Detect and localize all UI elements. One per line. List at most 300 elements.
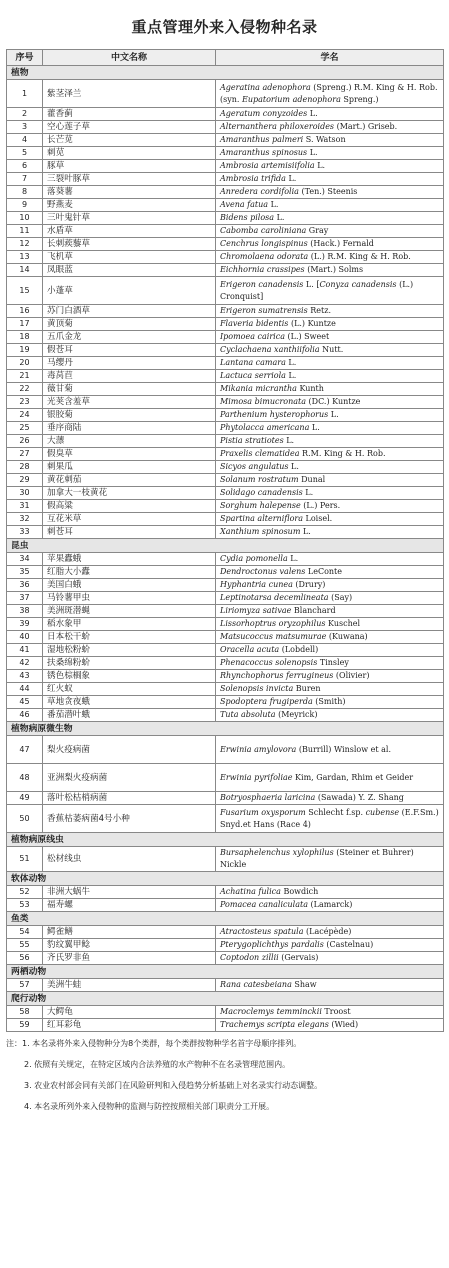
row-number: 22 (7, 383, 43, 396)
chinese-name: 加拿大一枝黄花 (43, 487, 216, 500)
row-number: 57 (7, 979, 43, 992)
row-number: 15 (7, 277, 43, 305)
table-row (7, 764, 444, 792)
scientific-name: Pomacea canaliculata (Lamarck) (216, 899, 444, 912)
row-number: 8 (7, 186, 43, 199)
scientific-name: Alternanthera philoxeroides (Mart.) Griseb. (216, 121, 444, 134)
table-row (7, 886, 444, 899)
chinese-name: 垂序商陆 (43, 422, 216, 435)
category-label: 植物病原微生物 (7, 722, 444, 736)
chinese-name: 三叶鬼针草 (43, 212, 216, 225)
chinese-name: 五爪金龙 (43, 331, 216, 344)
chinese-name: 红脂大小蠹 (43, 566, 216, 579)
chinese-name: 亚洲梨火疫病菌 (43, 764, 216, 792)
chinese-name: 锈色棕榈象 (43, 670, 216, 683)
table-row (7, 448, 444, 461)
table-row (7, 952, 444, 965)
footnote-1: 注：1. 本名录将外来入侵物种分为8个类群，每个类群按物种学名首字母顺序排列。 (6, 1039, 302, 1048)
scientific-name: Cenchrus longispinus (Hack.) Fernald (216, 238, 444, 251)
scientific-name-italic: Coptodon zillii (220, 953, 279, 962)
chinese-name: 野燕麦 (43, 199, 216, 212)
row-number: 4 (7, 134, 43, 147)
table-row (7, 792, 444, 805)
row-number: 30 (7, 487, 43, 500)
chinese-name: 稻水象甲 (43, 618, 216, 631)
row-number: 58 (7, 1006, 43, 1019)
row-number: 14 (7, 264, 43, 277)
table-row (7, 736, 444, 764)
scientific-name: Cyclachaena xanthiifolia Nutt. (216, 344, 444, 357)
chinese-name: 落葵薯 (43, 186, 216, 199)
chinese-name: 假苍耳 (43, 344, 216, 357)
scientific-name: Anredera cordifolia (Ten.) Steenis (216, 186, 444, 199)
scientific-name: Cabomba caroliniana Gray (216, 225, 444, 238)
scientific-name: Macroclemys temminckii Troost (216, 1006, 444, 1019)
scientific-name: Fusarium oxysporum Schlecht f.sp. cubense (E.F.Sm.) Snyd.et Hans (Race 4) (216, 805, 444, 833)
chinese-name: 假高粱 (43, 500, 216, 513)
row-number: 45 (7, 696, 43, 709)
chinese-name: 美洲牛蛙 (43, 979, 216, 992)
scientific-name: Bidens pilosa L. (216, 212, 444, 225)
scientific-name-italic: Leptinotarsa decemlineata (220, 593, 329, 602)
column-header-number: 序号 (7, 50, 43, 66)
scientific-name: Dendroctonus valens LeConte (216, 566, 444, 579)
scientific-name-italic: Liriomyza sativae (220, 606, 292, 615)
scientific-name: Flaveria bidentis (L.) Kuntze (216, 318, 444, 331)
scientific-name-italic: Mimosa bimucronata (220, 397, 307, 406)
chinese-name: 松材线虫 (43, 847, 216, 872)
table-row (7, 709, 444, 722)
chinese-name: 非洲大蜗牛 (43, 886, 216, 899)
scientific-name-italic: Fusarium oxysporum (220, 807, 306, 817)
table-row (7, 357, 444, 370)
scientific-name-italic: Solanum rostratum (220, 475, 299, 484)
table-row (7, 134, 444, 147)
scientific-name: Oracella acuta (Lobdell) (216, 644, 444, 657)
row-number: 42 (7, 657, 43, 670)
category-label: 鱼类 (7, 912, 444, 926)
table-row (7, 670, 444, 683)
scientific-name: Ambrosia trifida L. (216, 173, 444, 186)
table-row (7, 80, 444, 108)
scientific-name: Avena fatua L. (216, 199, 444, 212)
table-row (7, 331, 444, 344)
row-number: 13 (7, 251, 43, 264)
scientific-name-italic: Oracella acuta (220, 645, 280, 654)
chinese-name: 香蕉枯萎病菌4号小种 (43, 805, 216, 833)
category-row (7, 965, 444, 979)
scientific-name-italic: Dendroctonus valens (220, 567, 306, 576)
scientific-name: Bursaphelenchus xylophilus (Steiner et Buhrer) Nickle (216, 847, 444, 872)
table-row (7, 199, 444, 212)
chinese-name: 三裂叶豚草 (43, 173, 216, 186)
scientific-name-italic: Cyclachaena xanthiifolia (220, 345, 320, 354)
chinese-name: 黄顶菊 (43, 318, 216, 331)
row-number: 33 (7, 526, 43, 539)
scientific-name-italic: Lactuca serriola (220, 371, 286, 380)
scientific-name-italic: Pomacea canaliculata (220, 900, 308, 909)
chinese-name: 飞机草 (43, 251, 216, 264)
table-row (7, 513, 444, 526)
table-row (7, 939, 444, 952)
table-row (7, 899, 444, 912)
chinese-name: 毒莴苣 (43, 370, 216, 383)
scientific-name: Sorghum halepense (L.) Pers. (216, 500, 444, 513)
scientific-name-italic: Tuta absoluta (220, 710, 276, 719)
row-number: 56 (7, 952, 43, 965)
scientific-name-italic: Flaveria bidentis (220, 319, 289, 328)
row-number: 36 (7, 579, 43, 592)
chinese-name: 刺果瓜 (43, 461, 216, 474)
category-row (7, 833, 444, 847)
scientific-name-italic: Rana catesbeiana (220, 980, 292, 989)
footnote-3: 3. 农业农村部会同有关部门在风险研判和入侵趋势分析基础上对名录实行动态调整。 (24, 1081, 323, 1090)
chinese-name: 小蓬草 (43, 277, 216, 305)
scientific-name: Mimosa bimucronata (DC.) Kuntze (216, 396, 444, 409)
row-number: 48 (7, 764, 43, 792)
scientific-name-italic: Phytolacca americana (220, 423, 310, 432)
scientific-name: Leptinotarsa decemlineata (Say) (216, 592, 444, 605)
table-row (7, 238, 444, 251)
category-label: 两栖动物 (7, 965, 444, 979)
chinese-name: 豹纹翼甲鲶 (43, 939, 216, 952)
scientific-name: Chromolaena odorata (L.) R.M. King & H. Rob. (216, 251, 444, 264)
row-number: 21 (7, 370, 43, 383)
row-number: 51 (7, 847, 43, 872)
scientific-name: Botryosphaeria laricina (Sawada) Y. Z. Shang (216, 792, 444, 805)
chinese-name: 红耳彩龟 (43, 1019, 216, 1032)
scientific-name: Hyphantria cunea (Drury) (216, 579, 444, 592)
scientific-name: Atractosteus spatula (Lacépède) (216, 926, 444, 939)
table-row (7, 926, 444, 939)
chinese-name: 刺苍耳 (43, 526, 216, 539)
table-row (7, 805, 444, 833)
scientific-name-italic: Sicyos angulatus (220, 462, 289, 471)
scientific-name: Rana catesbeiana Shaw (216, 979, 444, 992)
chinese-name: 番茄潜叶蛾 (43, 709, 216, 722)
row-number: 43 (7, 670, 43, 683)
scientific-name-italic: Achatina fulica (220, 887, 281, 896)
scientific-name: Ageratina adenophora (Spreng.) R.M. King & H. Rob. (syn. Eupatorium adenophora Spreng.) (216, 80, 444, 108)
scientific-name: Phytolacca americana L. (216, 422, 444, 435)
scientific-name: Coptodon zillii (Gervais) (216, 952, 444, 965)
scientific-name-italic: Erigeron sumatrensis (220, 306, 308, 315)
row-number: 18 (7, 331, 43, 344)
table-row (7, 264, 444, 277)
chinese-name: 马铃薯甲虫 (43, 592, 216, 605)
row-number: 9 (7, 199, 43, 212)
category-row (7, 722, 444, 736)
row-number: 1 (7, 80, 43, 108)
row-number: 50 (7, 805, 43, 833)
table-row (7, 696, 444, 709)
scientific-name-italic: Erigeron canadensis (220, 279, 304, 289)
scientific-name: Spartina alterniflora Loisel. (216, 513, 444, 526)
scientific-name-italic: Spartina alterniflora (220, 514, 303, 523)
scientific-name-italic: Ambrosia trifida (220, 174, 286, 183)
table-row (7, 212, 444, 225)
scientific-name: Rhynchophorus ferrugineus (Olivier) (216, 670, 444, 683)
scientific-name-italic: Parthenium hysterophorus (220, 410, 329, 419)
scientific-name: Pistia stratiotes L. (216, 435, 444, 448)
row-number: 27 (7, 448, 43, 461)
chinese-name: 湿地松粉蚧 (43, 644, 216, 657)
row-number: 49 (7, 792, 43, 805)
footnote-2: 2. 依照有关规定，在特定区域内合法养殖的水产物种不在名录管理范围内。 (24, 1060, 291, 1069)
table-row (7, 1006, 444, 1019)
table-row (7, 396, 444, 409)
chinese-name: 长刺蒺藜草 (43, 238, 216, 251)
scientific-name: Matsucoccus matsumurae (Kuwana) (216, 631, 444, 644)
chinese-name: 假臭草 (43, 448, 216, 461)
table-row (7, 644, 444, 657)
chinese-name: 红火蚁 (43, 683, 216, 696)
scientific-name: Eichhornia crassipes (Mart.) Solms (216, 264, 444, 277)
scientific-name-italic: Ageratum conyzoides (220, 109, 308, 118)
table-row (7, 409, 444, 422)
row-number: 47 (7, 736, 43, 764)
table-row (7, 605, 444, 618)
scientific-name-italic: Macroclemys temminckii (220, 1007, 322, 1016)
row-number: 20 (7, 357, 43, 370)
table-row (7, 592, 444, 605)
chinese-name: 梨火疫病菌 (43, 736, 216, 764)
category-label: 昆虫 (7, 539, 444, 553)
row-number: 28 (7, 461, 43, 474)
scientific-name-italic: Trachemys scripta elegans (220, 1020, 329, 1029)
scientific-name-italic: Cenchrus longispinus (220, 239, 308, 248)
table-row (7, 305, 444, 318)
category-label: 植物 (7, 66, 444, 80)
row-number: 34 (7, 553, 43, 566)
page-title: 重点管理外来入侵物种名录 (131, 18, 318, 36)
column-header-scientific-name: 学名 (216, 50, 444, 66)
scientific-name: Solenopsis invicta Buren (216, 683, 444, 696)
table-row (7, 487, 444, 500)
table-header (7, 50, 444, 66)
chinese-name: 扶桑绵粉蚧 (43, 657, 216, 670)
row-number: 12 (7, 238, 43, 251)
category-row (7, 992, 444, 1006)
row-number: 53 (7, 899, 43, 912)
table-row (7, 147, 444, 160)
category-row (7, 912, 444, 926)
scientific-name: Ageratum conyzoides L. (216, 108, 444, 121)
scientific-name-italic: Phenacoccus solenopsis (220, 658, 318, 667)
scientific-name: Solanum rostratum Dunal (216, 474, 444, 487)
table-row (7, 186, 444, 199)
table-row (7, 225, 444, 238)
scientific-name-italic: Amaranthus spinosus (220, 148, 308, 157)
chinese-name: 福寿螺 (43, 899, 216, 912)
scientific-name-italic: Ambrosia artemisiifolia (220, 161, 315, 170)
scientific-name-italic: Spodoptera frugiperda (220, 697, 313, 706)
row-number: 29 (7, 474, 43, 487)
table-row (7, 979, 444, 992)
scientific-name: Achatina fulica Bowdich (216, 886, 444, 899)
scientific-name-italic: Lantana camara (220, 358, 286, 367)
chinese-name: 薇甘菊 (43, 383, 216, 396)
scientific-name-italic: Cydia pomonella (220, 554, 288, 563)
scientific-name-italic: Sorghum halepense (220, 501, 301, 510)
chinese-name: 紫茎泽兰 (43, 80, 216, 108)
table-row (7, 160, 444, 173)
row-number: 59 (7, 1019, 43, 1032)
scientific-name: Lantana camara L. (216, 357, 444, 370)
row-number: 35 (7, 566, 43, 579)
scientific-name-italic: Alternanthera philoxeroides (220, 122, 335, 131)
table-row (7, 579, 444, 592)
row-number: 37 (7, 592, 43, 605)
scientific-name: Mikania micrantha Kunth (216, 383, 444, 396)
scientific-name: Erigeron canadensis L. [Conyza canadensis (L.) Cronquist] (216, 277, 444, 305)
scientific-name: Parthenium hysterophorus L. (216, 409, 444, 422)
column-header-chinese-name: 中文名称 (43, 50, 216, 66)
scientific-name: Lactuca serriola L. (216, 370, 444, 383)
chinese-name: 马缨丹 (43, 357, 216, 370)
row-number: 39 (7, 618, 43, 631)
scientific-name-italic: Chromolaena odorata (220, 252, 309, 261)
scientific-name-italic: Atractosteus spatula (220, 927, 304, 936)
scientific-name: Erwinia pyrifoliae Kim, Gardan, Rhim et Geider (216, 764, 444, 792)
chinese-name: 水盾草 (43, 225, 216, 238)
scientific-name-italic: Ageratina adenophora (220, 82, 311, 92)
scientific-name-italic: Pistia stratiotes (220, 436, 284, 445)
chinese-name: 大鳄龟 (43, 1006, 216, 1019)
table-row (7, 108, 444, 121)
row-number: 10 (7, 212, 43, 225)
footnote-4: 4. 本名录所列外来入侵物种的监测与防控按照相关部门职责分工开展。 (24, 1102, 275, 1111)
table-row (7, 553, 444, 566)
chinese-name: 美洲斑潜蝇 (43, 605, 216, 618)
chinese-name: 凤眼蓝 (43, 264, 216, 277)
chinese-name: 光荚含羞草 (43, 396, 216, 409)
row-number: 23 (7, 396, 43, 409)
table-row (7, 461, 444, 474)
row-number: 2 (7, 108, 43, 121)
table-row (7, 344, 444, 357)
chinese-name: 美国白蛾 (43, 579, 216, 592)
chinese-name: 草地贪夜蛾 (43, 696, 216, 709)
scientific-name-italic: Conyza canadensis (319, 279, 397, 289)
scientific-name-italic: Cabomba caroliniana (220, 226, 307, 235)
chinese-name: 齐氏罗非鱼 (43, 952, 216, 965)
row-number: 52 (7, 886, 43, 899)
table-row (7, 618, 444, 631)
scientific-name-italic: Botryosphaeria laricina (220, 793, 316, 802)
scientific-name: Tuta absoluta (Meyrick) (216, 709, 444, 722)
scientific-name-italic: Lissorhoptrus oryzophilus (220, 619, 326, 628)
table-body (7, 66, 444, 1032)
row-number: 3 (7, 121, 43, 134)
row-number: 31 (7, 500, 43, 513)
chinese-name: 互花米草 (43, 513, 216, 526)
scientific-name-italic: Erwinia amylovora (220, 744, 297, 754)
table-row (7, 566, 444, 579)
table-row (7, 383, 444, 396)
category-label: 软体动物 (7, 872, 444, 886)
table-row (7, 173, 444, 186)
chinese-name: 落叶松枯梢病菌 (43, 792, 216, 805)
row-number: 54 (7, 926, 43, 939)
chinese-name: 苹果蠹蛾 (43, 553, 216, 566)
footnotes (6, 1036, 443, 1114)
row-number: 19 (7, 344, 43, 357)
row-number: 7 (7, 173, 43, 186)
table-row (7, 526, 444, 539)
category-row (7, 66, 444, 80)
row-number: 44 (7, 683, 43, 696)
scientific-name: Trachemys scripta elegans (Wied) (216, 1019, 444, 1032)
scientific-name-italic: Solenopsis invicta (220, 684, 294, 693)
scientific-name-italic: Pterygoplichthys pardalis (220, 940, 324, 949)
scientific-name: Cydia pomonella L. (216, 553, 444, 566)
table-row (7, 318, 444, 331)
scientific-name: Liriomyza sativae Blanchard (216, 605, 444, 618)
category-label: 植物病原线虫 (7, 833, 444, 847)
scientific-name: Phenacoccus solenopsis Tinsley (216, 657, 444, 670)
table-row (7, 251, 444, 264)
table-row (7, 631, 444, 644)
scientific-name: Ipomoea cairica (L.) Sweet (216, 331, 444, 344)
table-row (7, 683, 444, 696)
table-row (7, 435, 444, 448)
scientific-name-italic: cubense (365, 807, 400, 817)
table-row (7, 277, 444, 305)
row-number: 5 (7, 147, 43, 160)
row-number: 24 (7, 409, 43, 422)
chinese-name: 日本松干蚧 (43, 631, 216, 644)
table-row (7, 370, 444, 383)
row-number: 16 (7, 305, 43, 318)
table-row (7, 1019, 444, 1032)
row-number: 40 (7, 631, 43, 644)
scientific-name-italic: Eichhornia crassipes (220, 265, 305, 274)
chinese-name: 刺苋 (43, 147, 216, 160)
category-row (7, 872, 444, 886)
table-row (7, 847, 444, 872)
row-number: 25 (7, 422, 43, 435)
scientific-name-italic: Ipomoea cairica (220, 332, 285, 341)
row-number: 38 (7, 605, 43, 618)
chinese-name: 大薸 (43, 435, 216, 448)
scientific-name: Spodoptera frugiperda (Smith) (216, 696, 444, 709)
species-table (6, 49, 444, 1032)
category-row (7, 539, 444, 553)
scientific-name-italic: Eupatorium adenophora (241, 94, 341, 104)
scientific-name: Ambrosia artemisiifolia L. (216, 160, 444, 173)
scientific-name-italic: Mikania micrantha (220, 384, 297, 393)
chinese-name: 藿香蓟 (43, 108, 216, 121)
chinese-name: 豚草 (43, 160, 216, 173)
scientific-name-italic: Matsucoccus matsumurae (220, 632, 327, 641)
row-number: 26 (7, 435, 43, 448)
chinese-name: 空心莲子草 (43, 121, 216, 134)
scientific-name: Solidago canadensis L. (216, 487, 444, 500)
table-row (7, 500, 444, 513)
scientific-name: Amaranthus palmeri S. Watson (216, 134, 444, 147)
scientific-name: Lissorhoptrus oryzophilus Kuschel (216, 618, 444, 631)
scientific-name-italic: Solidago canadensis (220, 488, 303, 497)
scientific-name-italic: Xanthium spinosum (220, 527, 301, 536)
row-number: 32 (7, 513, 43, 526)
scientific-name: Pterygoplichthys pardalis (Castelnau) (216, 939, 444, 952)
category-label: 爬行动物 (7, 992, 444, 1006)
table-row (7, 657, 444, 670)
scientific-name-italic: Bursaphelenchus xylophilus (220, 848, 334, 857)
chinese-name: 苏门白酒草 (43, 305, 216, 318)
scientific-name: Xanthium spinosum L. (216, 526, 444, 539)
